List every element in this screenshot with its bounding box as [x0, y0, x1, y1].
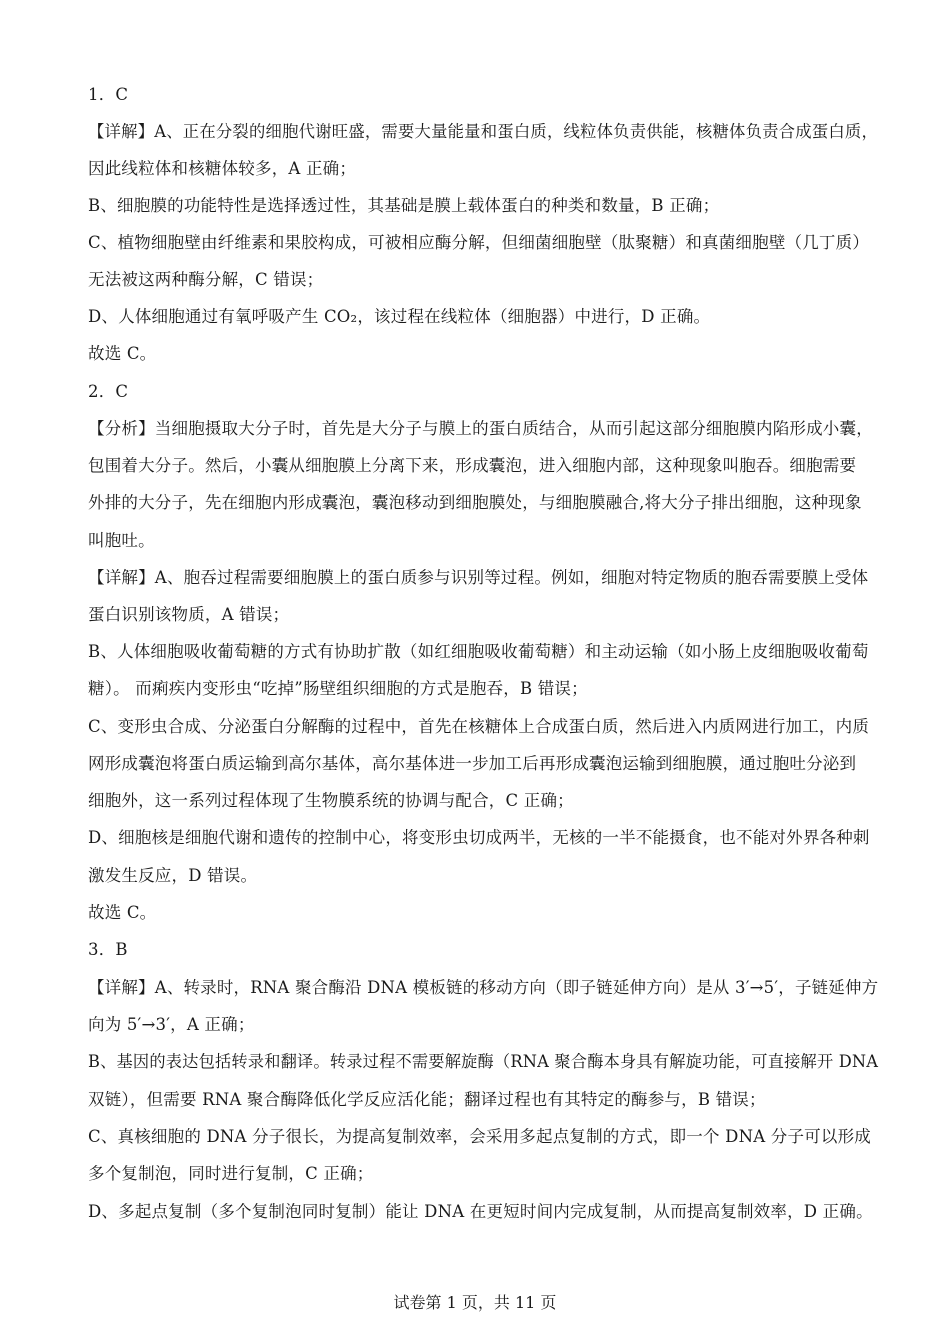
- text-line: 【详解】A、正在分裂的细胞代谢旺盛，需要大量能量和蛋白质，线粒体负责供能，核糖体负责合成蛋白质，: [88, 122, 879, 141]
- text-line: D、人体细胞通过有氧呼吸产生 CO₂，该过程在线粒体（细胞器）中进行，D 正确。: [88, 307, 711, 326]
- text-line: 蛋白识别该物质，A 错误；: [88, 605, 290, 624]
- text-line: 叫胞吐。: [88, 531, 155, 550]
- text-line: 双链），但需要 RNA 聚合酶降低化学反应活化能；翻译过程也有其特定的酶参与，B 错误；: [88, 1090, 766, 1109]
- text-line: 网形成囊泡将蛋白质运输到高尔基体，高尔基体进一步加工后再形成囊泡运输到细胞膜，通过胞吐分泌到: [88, 754, 857, 773]
- answer-number-2: 2．C: [88, 382, 129, 401]
- text-line: 糖）。 而痢疾内变形虫“吃掉”肠壁组织细胞的方式是胞吞，B 错误；: [88, 679, 588, 698]
- text-line: 无法被这两种酶分解，C 错误；: [88, 270, 324, 289]
- text-line: 向为 5′→3′，A 正确；: [88, 1015, 255, 1034]
- text-line: C、变形虫合成、分泌蛋白分解酶的过程中，首先在核糖体上合成蛋白质，然后进入内质网进行加工，内质: [88, 717, 870, 736]
- answer-number-1: 1．C: [88, 85, 129, 104]
- text-line: 多个复制泡，同时进行复制，C 正确；: [88, 1164, 374, 1183]
- text-line: C、植物细胞壁由纤维素和果胶构成，可被相应酶分解，但细菌细胞壁（肽聚糖）和真菌细胞壁（几丁质）: [88, 233, 870, 252]
- page-footer: 试卷第 1 页，共 11 页: [393, 1293, 557, 1312]
- text-line: B、人体细胞吸收葡萄糖的方式有协助扩散（如红细胞吸收葡萄糖）和主动运输（如小肠上皮细胞吸收葡萄: [88, 642, 869, 661]
- text-line: 【详解】A、胞吞过程需要细胞膜上的蛋白质参与识别等过程。例如，细胞对特定物质的胞吞需要膜上受体: [88, 568, 869, 587]
- text-line: D、细胞核是细胞代谢和遗传的控制中心，将变形虫切成两半，无核的一半不能摄食，也不能对外界各种刺: [88, 828, 870, 847]
- text-line: 故选 C。: [88, 903, 157, 922]
- text-line: C、真核细胞的 DNA 分子很长，为提高复制效率，会采用多起点复制的方式，即一个 DNA 分子可以形成: [88, 1127, 871, 1146]
- text-line: 包围着大分子。然后，小囊从细胞膜上分离下来，形成囊泡，进入细胞内部，这种现象叫胞吞。细胞需要: [88, 456, 857, 475]
- text-line: B、细胞膜的功能特性是选择透过性，其基础是膜上载体蛋白的种类和数量，B 正确；: [88, 196, 720, 215]
- text-line: D、多起点复制（多个复制泡同时复制）能让 DNA 在更短时间内完成复制，从而提高复制效率，D 正确。: [88, 1202, 873, 1221]
- text-line: 激发生反应，D 错误。: [88, 866, 258, 885]
- answer-number-3: 3．B: [88, 940, 128, 959]
- text-line: 【分析】当细胞摄取大分子时，首先是大分子与膜上的蛋白质结合，从而引起这部分细胞膜内陷形成小囊，: [88, 419, 873, 438]
- text-line: 故选 C。: [88, 344, 157, 363]
- text-line: 【详解】A、转录时，RNA 聚合酶沿 DNA 模板链的移动方向（即子链延伸方向）是从 3′→5′，子链延伸方: [88, 978, 879, 997]
- text-line: 因此线粒体和核糖体较多，A 正确；: [88, 159, 357, 178]
- text-line: 外排的大分子，先在细胞内形成囊泡，囊泡移动到细胞膜处，与细胞膜融合,将大分子排出细胞，这种现象: [88, 493, 862, 512]
- text-line: B、基因的表达包括转录和翻译。转录过程不需要解旋酶（RNA 聚合酶本身具有解旋功能，可直接解开 DNA: [88, 1052, 879, 1071]
- text-line: 细胞外，这一系列过程体现了生物膜系统的协调与配合，C 正确；: [88, 791, 574, 810]
